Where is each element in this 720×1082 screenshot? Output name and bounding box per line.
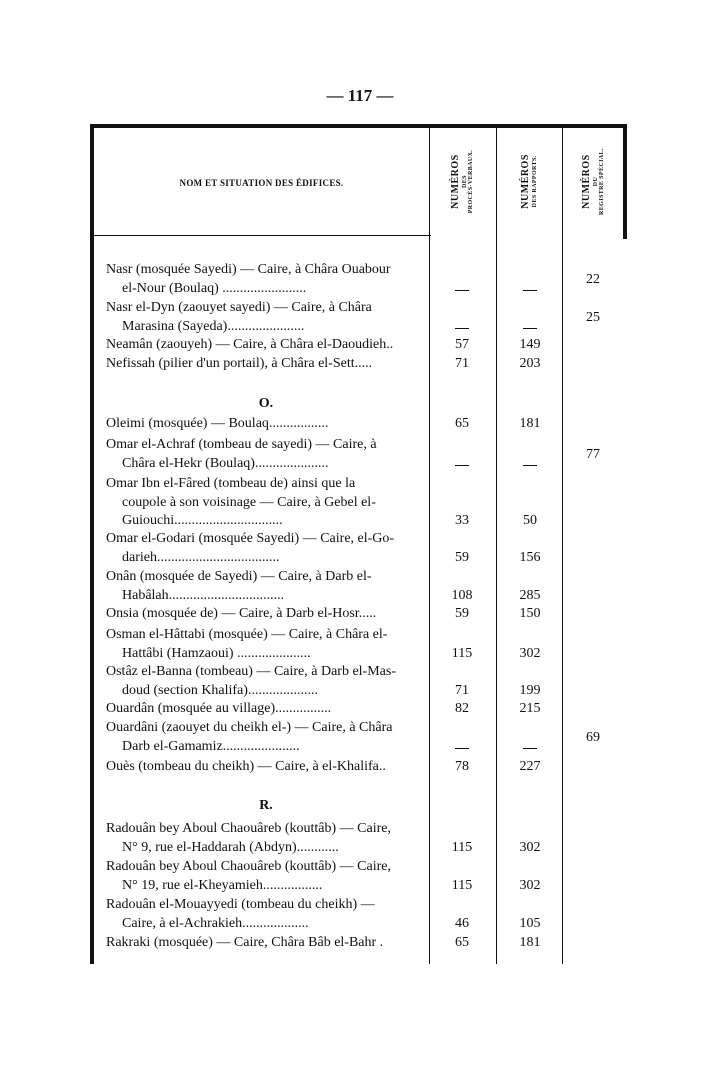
cell-number: 108 [451,587,473,603]
cell-number: 78 [455,759,469,774]
cell-number: 302 [519,839,541,855]
cell-number: 302 [519,645,541,661]
header-rap-line1: NUMÉROS [520,154,532,209]
cell-dash [455,328,469,329]
entry-text-line: Nasr (mosquée Sayedi) — Caire, à Châra Ouabour [106,262,391,277]
entry-text-line: Guiouchi............................... [122,513,283,528]
entry-text-line: Ouès (tombeau du cheikh) — Caire, à el-Khalifa.. [106,759,386,774]
entry-text-line: Neamân (zaouyeh) — Caire, à Châra el-Daoudieh.. [106,337,394,352]
cell-number: 59 [455,549,469,565]
cell-number: 150 [519,606,541,621]
cell-number: 77 [586,447,600,462]
cell-number: 22 [586,272,600,287]
cell-number: 46 [455,915,469,931]
header-pv-line1: NUMÉROS [450,154,462,209]
cell-number: 69 [586,730,600,745]
header-reg-line3: REGISTRE SPÉCIAL. [598,148,605,215]
cell-number: 115 [451,877,473,893]
cell-number: 199 [519,682,541,698]
entry-text-line: Radouân bey Aboul Chaouâreb (kouttâb) — Caire, [106,821,391,836]
cell-number: 59 [455,606,469,621]
cell-number: 115 [451,839,473,855]
column-divider-2 [496,128,497,964]
column-divider-3 [562,128,563,964]
header-proces-verbaux [430,128,496,235]
table-left-border [90,124,94,964]
entry-text-line: Nasr el-Dyn (zaouyet sayedi) — Caire, à Châra [106,300,372,315]
cell-dash [523,748,537,749]
cell-dash [523,465,537,466]
entry-text-line: Marasina (Sayeda)...................... [122,318,305,334]
cell-number: 285 [519,587,541,603]
cell-number: 71 [455,356,469,371]
entry-text-line: Omar Ibn el-Fâred (tombeau de) ainsi que la [106,476,356,491]
cell-number: 82 [455,701,469,716]
cell-number: 57 [455,337,469,352]
entry-text-line: Radouân el-Mouayyedi (tombeau du cheikh) — [106,897,375,912]
main-column-header: NOM ET SITUATION DES ÉDIFICES. [179,178,344,188]
cell-number: 33 [455,513,469,528]
entry-text-line: Ostâz el-Banna (tombeau) — Caire, à Darb el-Mas- [106,664,396,679]
cell-number: 65 [455,416,469,431]
header-reg-line1: NUMÉROS [580,154,592,209]
header-reg-line2: DU [591,176,598,187]
entry-text-line: Radouân bey Aboul Chaouâreb (kouttâb) — Caire, [106,859,391,874]
header-rapports [497,128,562,235]
entry-text-line: Darb el-Gamamiz...................... [122,738,300,754]
cell-number: 115 [451,645,473,661]
header-rap-line2: DES RAPPORTS. [531,155,538,208]
header-divider [94,235,431,236]
cell-number: 105 [519,915,541,931]
column-divider-1 [429,128,430,964]
entry-text-line: Omar el-Achraf (tombeau de sayedi) — Caire, à [106,437,377,452]
entry-text-line: coupole à son voisinage — Caire, à Gebel el- [122,494,376,510]
entry-text-line: el-Nour (Boulaq) ........................ [122,280,307,296]
header-pv-line2: DES [461,175,468,188]
entry-text-line: Ouardâni (zaouyet du cheikh el-) — Caire, à Châra [106,720,393,735]
cell-number: 71 [455,682,469,698]
cell-dash [455,465,469,466]
entry-text-line: doud (section Khalifa).................... [122,682,318,698]
cell-number: 181 [519,416,541,431]
entry-text-line: Caire, à el-Achrakieh................... [122,915,309,931]
entry-text-line: Osman el-Hâttabi (mosquée) — Caire, à Châra el- [106,627,388,642]
entry-text-line: Oleimi (mosquée) — Boulaq................. [106,416,329,431]
entry-text-line: Châra el-Hekr (Boulaq)..................... [122,455,329,471]
cell-dash [523,290,537,291]
cell-number: 215 [519,701,541,716]
cell-dash [455,748,469,749]
entry-text-line: N° 19, rue el-Kheyamieh................. [122,877,323,893]
cell-number: 50 [523,513,537,528]
entry-text-line: Onsia (mosquée de) — Caire, à Darb el-Hosr..... [106,606,377,621]
header-pv-line3: PROCÈS-VERBAUX. [468,149,475,214]
cell-number: 181 [519,935,541,950]
entry-text-line: N° 9, rue el-Haddarah (Abdyn)............ [122,839,339,855]
entry-text-line: Hattâbi (Hamzaoui) ..................... [122,645,311,661]
entry-text-line: Omar el-Godari (mosquée Sayedi) — Caire, el-Go- [106,531,395,546]
cell-dash [455,290,469,291]
entry-text-line: Ouardân (mosquée au village)................ [106,701,332,716]
cell-dash [523,328,537,329]
cell-number: 227 [519,759,541,774]
section-heading-o: O. [258,396,274,411]
section-heading-r: R. [259,798,273,813]
page-number: — 117 — [326,86,394,105]
cell-number: 156 [519,549,541,565]
entry-text-line: darieh................................... [122,549,280,565]
entry-text-line: Habâlah................................. [122,587,285,603]
header-registre [563,128,623,235]
cell-number: 302 [519,877,541,893]
cell-number: 149 [519,337,541,352]
cell-number: 65 [455,935,469,950]
entry-text-line: Nefissah (pilier d'un portail), à Châra el-Sett..... [106,356,373,371]
entry-text-line: Onân (mosquée de Sayedi) — Caire, à Darb el- [106,569,372,584]
cell-number: 25 [586,310,600,325]
cell-number: 203 [519,356,541,371]
table-right-border [623,124,627,239]
entry-text-line: Rakraki (mosquée) — Caire, Châra Bâb el-Bahr . [106,935,384,950]
